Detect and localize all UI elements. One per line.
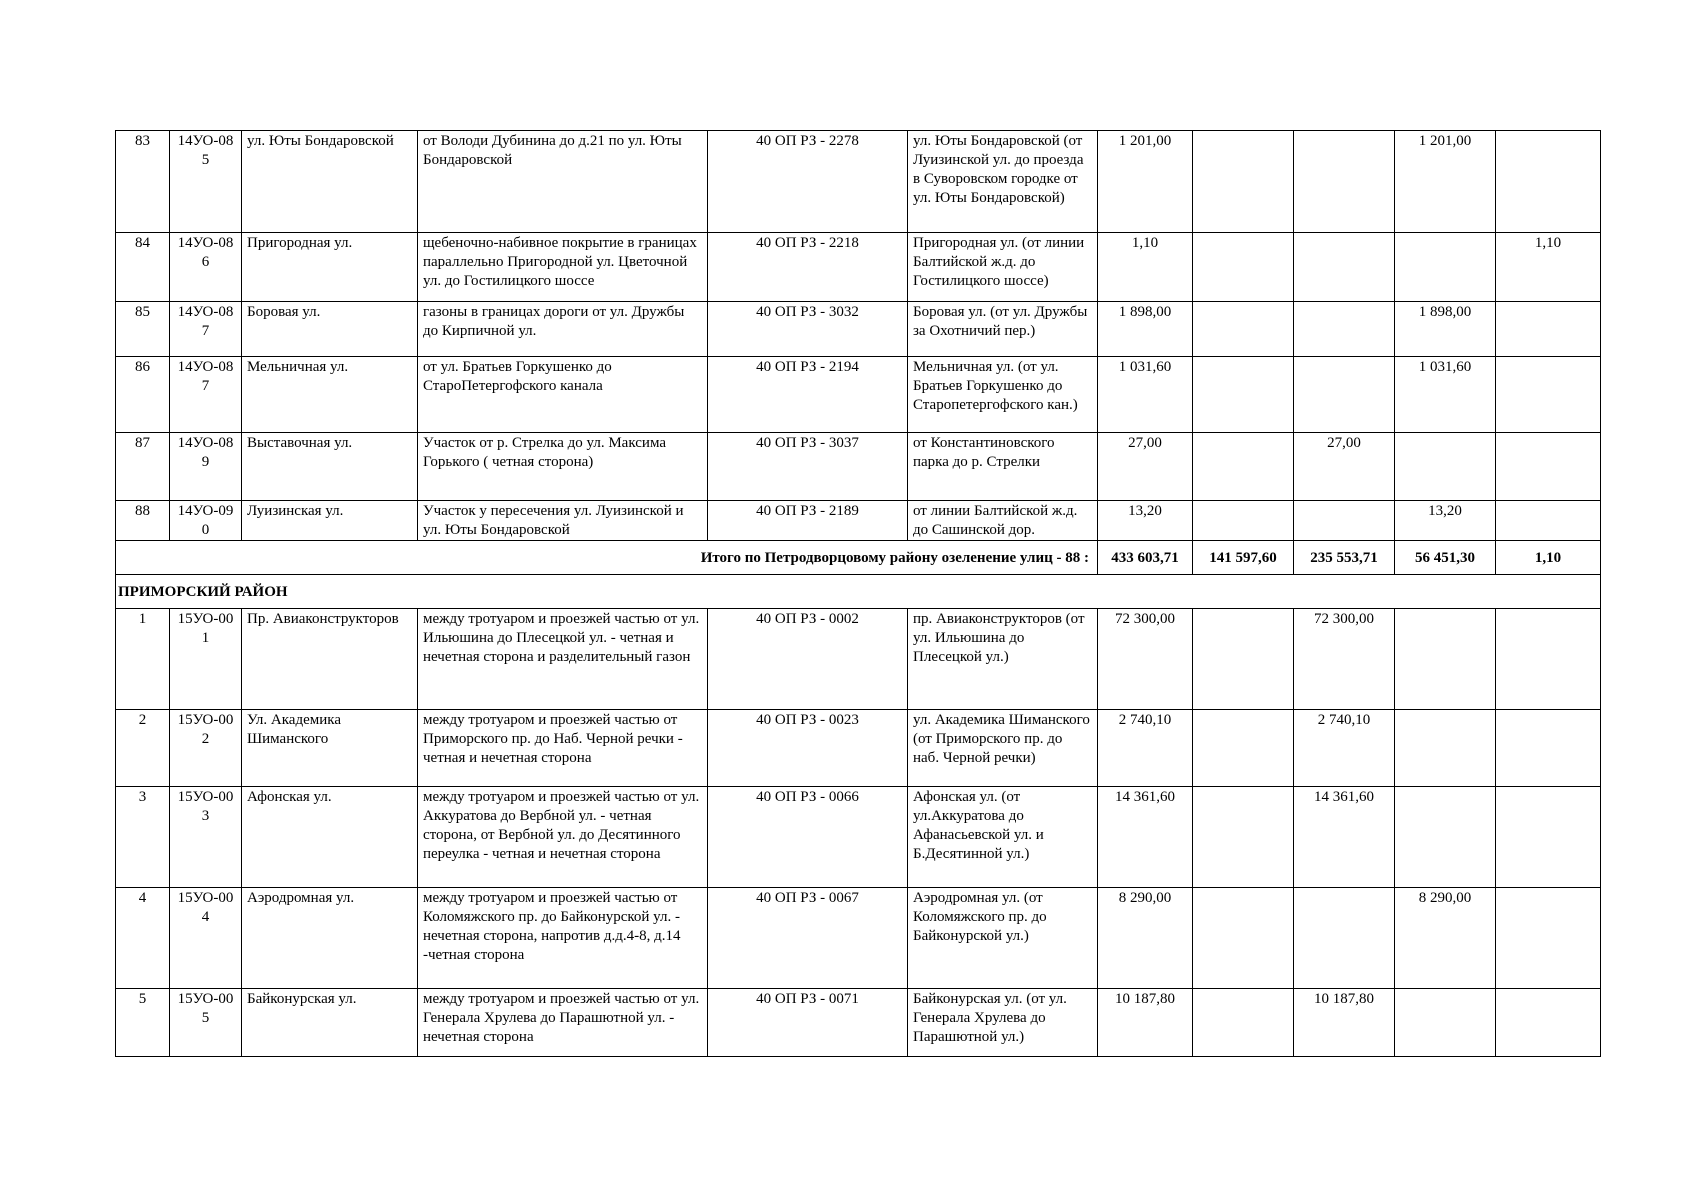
table-row [116,302,1601,357]
area-col4 [1496,357,1601,433]
area-col2 [1294,131,1395,233]
area-col3 [1395,787,1496,888]
area-col1 [1193,357,1294,433]
table-body-petrodvortsovy [116,131,1601,541]
district-header-row [116,575,1601,609]
road-id: 40 ОП РЗ - 2194 [708,357,908,433]
road-name: Боровая ул. (от ул. Дружбы за Охотничий пер.) [908,302,1098,357]
area-col2 [1294,357,1395,433]
total-row-col2: 235 553,71 [1294,541,1395,575]
road-id: 40 ОП РЗ - 0067 [708,888,908,989]
table-body-summary [116,541,1601,609]
road-id: 40 ОП РЗ - 2189 [708,501,908,541]
area-col4 [1496,710,1601,787]
area-col2 [1294,888,1395,989]
table-body-primorsky [116,609,1601,1057]
object-code: 15УО-003 [170,787,242,888]
area-col3: 1 201,00 [1395,131,1496,233]
area-col2: 10 187,80 [1294,989,1395,1057]
area-col4 [1496,888,1601,989]
area-col2 [1294,302,1395,357]
area-col3: 1 031,60 [1395,357,1496,433]
area-col1 [1193,433,1294,501]
table-row [116,710,1601,787]
location-desc: газоны в границах дороги от ул. Дружбы до Кирпичной ул. [418,302,708,357]
location-desc: между тротуаром и проезжей частью от Коломяжского пр. до Байконурской ул. - нечетная сторона, напротив д.д.4-8, д.14 -четная сторона [418,888,708,989]
area-col1 [1193,888,1294,989]
road-name: Пригородная ул. (от линии Балтийской ж.д. до Гостилицкого шоссе) [908,233,1098,302]
object-code: 15УО-001 [170,609,242,710]
area-col4 [1496,131,1601,233]
row-number: 5 [116,989,170,1057]
location-desc: между тротуаром и проезжей частью от ул. Ильюшина до Плесецкой ул. - четная и нечетная сторона и разделительный газон [418,609,708,710]
street-name: Выставочная ул. [242,433,418,501]
total-row-col4: 1,10 [1496,541,1601,575]
area-col4 [1496,302,1601,357]
area-col1 [1193,710,1294,787]
location-desc: щебеночно-набивное покрытие в границах параллельно Пригородной ул. Цветочной ул. до Гостилицкого шоссе [418,233,708,302]
row-number: 86 [116,357,170,433]
location-desc: между тротуаром и проезжей частью от Приморского пр. до Наб. Черной речки - четная и нечетная сторона [418,710,708,787]
table-row [116,501,1601,541]
object-code: 14УО-087 [170,357,242,433]
location-desc: между тротуаром и проезжей частью от ул. Генерала Хрулева до Парашютной ул. - нечетная сторона [418,989,708,1057]
area-col4 [1496,989,1601,1057]
object-code: 15УО-005 [170,989,242,1057]
row-number: 88 [116,501,170,541]
row-number: 4 [116,888,170,989]
road-name: от линии Балтийской ж.д. до Сашинской дор. [908,501,1098,541]
location-desc: между тротуаром и проезжей частью от ул. Аккуратова до Вербной ул. - четная сторона, от Вербной ул. до Десятинного переулка - четная и нечетная сторона [418,787,708,888]
table-row [116,787,1601,888]
street-name: Пр. Авиаконструкторов [242,609,418,710]
road-id: 40 ОП РЗ - 2278 [708,131,908,233]
object-code: 15УО-002 [170,710,242,787]
object-code: 14УО-089 [170,433,242,501]
street-name: Байконурская ул. [242,989,418,1057]
table-row [116,131,1601,233]
area-col4 [1496,433,1601,501]
total-row-total: 433 603,71 [1098,541,1193,575]
area-col4 [1496,787,1601,888]
table-row [116,433,1601,501]
table-row [116,609,1601,710]
table-row [116,989,1601,1057]
area-total: 10 187,80 [1098,989,1193,1057]
object-code: 14УО-086 [170,233,242,302]
object-code: 15УО-004 [170,888,242,989]
street-name: Луизинская ул. [242,501,418,541]
street-name: Пригородная ул. [242,233,418,302]
area-col3: 13,20 [1395,501,1496,541]
area-total: 1 898,00 [1098,302,1193,357]
street-name: Боровая ул. [242,302,418,357]
area-col1 [1193,609,1294,710]
total-row-col1: 141 597,60 [1193,541,1294,575]
row-number: 87 [116,433,170,501]
street-name: Афонская ул. [242,787,418,888]
street-name: ул. Юты Бондаровской [242,131,418,233]
location-desc: Участок от р. Стрелка до ул. Максима Горького ( четная сторона) [418,433,708,501]
district-header: ПРИМОРСКИЙ РАЙОН [116,575,1601,609]
area-total: 1,10 [1098,233,1193,302]
area-col3 [1395,233,1496,302]
area-col3: 1 898,00 [1395,302,1496,357]
location-desc: от ул. Братьев Горкушенко до СтароПетергофского канала [418,357,708,433]
street-name: Мельничная ул. [242,357,418,433]
area-total: 27,00 [1098,433,1193,501]
greening-table [115,130,1601,1057]
row-number: 2 [116,710,170,787]
road-name: Афонская ул. (от ул.Аккуратова до Афанасьевской ул. и Б.Десятинной ул.) [908,787,1098,888]
road-id: 40 ОП РЗ - 0002 [708,609,908,710]
road-name: ул. Юты Бондаровской (от Луизинской ул. до проезда в Суворовском городке от ул. Юты Бондаровской) [908,131,1098,233]
street-name: Ул. Академика Шиманского [242,710,418,787]
area-total: 14 361,60 [1098,787,1193,888]
area-total: 1 031,60 [1098,357,1193,433]
table-row [116,357,1601,433]
area-col1 [1193,302,1294,357]
road-name: Аэродромная ул. (от Коломяжского пр. до Байконурской ул.) [908,888,1098,989]
area-col2: 2 740,10 [1294,710,1395,787]
road-name: Байконурская ул. (от ул. Генерала Хрулева до Парашютной ул.) [908,989,1098,1057]
total-row-label: Итого по Петродворцовому району озеленение улиц - 88 : [116,541,1098,575]
total-row-col3: 56 451,30 [1395,541,1496,575]
area-col2 [1294,233,1395,302]
road-id: 40 ОП РЗ - 0071 [708,989,908,1057]
road-name: Мельничная ул. (от ул. Братьев Горкушенко до Старопетергофского кан.) [908,357,1098,433]
road-name: от Константиновского парка до р. Стрелки [908,433,1098,501]
area-col1 [1193,989,1294,1057]
area-col4 [1496,609,1601,710]
area-total: 72 300,00 [1098,609,1193,710]
area-col1 [1193,501,1294,541]
area-col3: 8 290,00 [1395,888,1496,989]
table-row [116,888,1601,989]
object-code: 14УО-085 [170,131,242,233]
area-col2: 27,00 [1294,433,1395,501]
row-number: 83 [116,131,170,233]
area-col3 [1395,609,1496,710]
row-number: 1 [116,609,170,710]
area-total: 8 290,00 [1098,888,1193,989]
area-col1 [1193,787,1294,888]
row-number: 85 [116,302,170,357]
total-row [116,541,1601,575]
location-desc: от Володи Дубинина до д.21 по ул. Юты Бондаровской [418,131,708,233]
area-col3 [1395,710,1496,787]
row-number: 3 [116,787,170,888]
area-col1 [1193,233,1294,302]
area-col2 [1294,501,1395,541]
road-id: 40 ОП РЗ - 0023 [708,710,908,787]
road-name: ул. Академика Шиманского (от Приморского пр. до наб. Черной речки) [908,710,1098,787]
street-name: Аэродромная ул. [242,888,418,989]
area-col4: 1,10 [1496,233,1601,302]
road-id: 40 ОП РЗ - 3037 [708,433,908,501]
area-col4 [1496,501,1601,541]
object-code: 14УО-090 [170,501,242,541]
road-id: 40 ОП РЗ - 3032 [708,302,908,357]
area-col2: 14 361,60 [1294,787,1395,888]
area-total: 2 740,10 [1098,710,1193,787]
area-col1 [1193,131,1294,233]
road-id: 40 ОП РЗ - 2218 [708,233,908,302]
area-total: 13,20 [1098,501,1193,541]
location-desc: Участок у пересечения ул. Луизинской и ул. Юты Бондаровской [418,501,708,541]
area-col3 [1395,989,1496,1057]
object-code: 14УО-087 [170,302,242,357]
road-name: пр. Авиаконструкторов (от ул. Ильюшина до Плесецкой ул.) [908,609,1098,710]
road-id: 40 ОП РЗ - 0066 [708,787,908,888]
table-row [116,233,1601,302]
row-number: 84 [116,233,170,302]
area-col3 [1395,433,1496,501]
area-total: 1 201,00 [1098,131,1193,233]
area-col2: 72 300,00 [1294,609,1395,710]
